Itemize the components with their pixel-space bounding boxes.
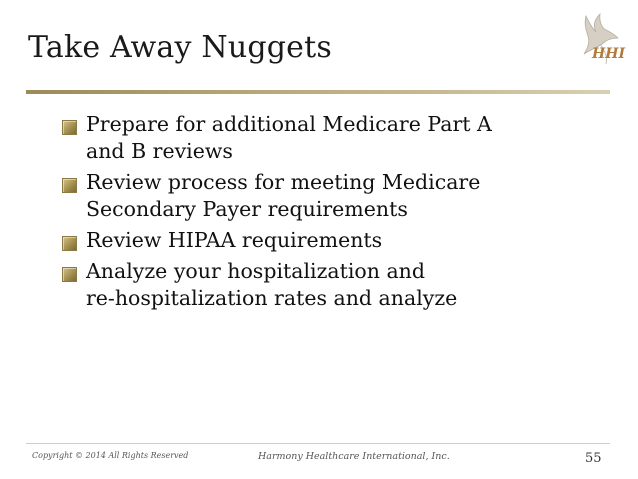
square-bullet-icon <box>62 120 77 135</box>
page-number: 55 <box>585 451 602 466</box>
bullet-item <box>62 111 582 165</box>
bullet-text-continued: re-hospitalization rates and analyze <box>86 286 458 310</box>
square-bullet-icon <box>62 267 77 282</box>
bullet-text: Analyze your hospitalization and <box>86 259 426 283</box>
dove-logo-icon <box>566 10 626 70</box>
bullet-text-continued: Secondary Payer requirements <box>86 197 408 221</box>
footer-company: Harmony Healthcare International, Inc. <box>258 451 450 462</box>
square-bullet-icon <box>62 236 77 251</box>
footer-copyright: Copyright © 2014 All Rights Reserved <box>32 451 189 460</box>
bullet-text: Review process for meeting Medicare <box>86 170 481 194</box>
bullet-text: Prepare for additional Medicare Part A <box>86 112 492 136</box>
bullet-item <box>62 169 582 223</box>
slide-title: Take Away Nuggets <box>28 30 332 65</box>
bullet-item <box>62 227 582 254</box>
footer-divider <box>26 443 610 444</box>
title-divider <box>26 90 610 94</box>
bullet-item <box>62 258 582 312</box>
square-bullet-icon <box>62 178 77 193</box>
bullet-list <box>62 111 582 316</box>
bullet-text-continued: and B reviews <box>86 139 233 163</box>
bullet-text: Review HIPAA requirements <box>86 228 383 252</box>
logo-text: HHI <box>592 46 626 62</box>
